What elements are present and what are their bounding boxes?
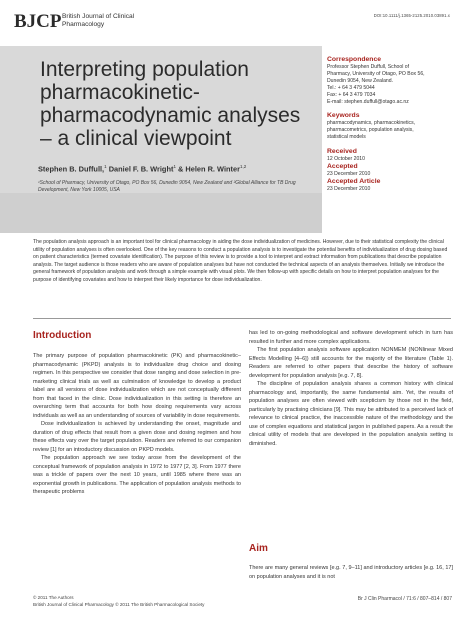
accepted-article-heading: Accepted Article <box>327 177 381 185</box>
introduction-heading: Introduction <box>33 330 92 341</box>
keywords-line: statistical models <box>327 134 366 141</box>
paragraph: has led to on-going methodological and software development which in turn has resulted in further and more complex applications. <box>249 330 453 345</box>
author-name: Daniel F. B. Wright <box>108 164 174 174</box>
aim-text <box>249 564 453 581</box>
keywords-line: pharmacometrics, population analysis, <box>327 127 414 134</box>
logo-text: BJCP <box>14 11 62 32</box>
correspondence-line: Fax: + 64 3 479 7034 <box>327 91 376 98</box>
divider <box>33 318 451 319</box>
left-column <box>33 352 241 497</box>
journal-copyright-line: British Journal of Clinical Pharmacology © 2011 The British Pharmacological Society <box>33 602 205 607</box>
abstract: The population analysis approach is an important tool for clinical pharmacology in aiding the dose individualization of medicines. However, due to their statistical complexity the clinical utility of population analyses is often overlooked. One of the key reasons to conduct a population analysis is to investigate the potential benefits of individualization of drug dosing based on patient characteristics (termed covariate identification). The purpose of this review is to provide a tool to interpret and extract information from publications that describe population analysis. The target audience is those readers who are aware of population analyses but have not conducted the technical aspects of an analysis themselves. Initially we introduce the general framework of population analysis and work through a simple example with visual plots. We then follow-up with specific details on how to interpret population analyses for the purpose of identifying covariates and how to interpret their likely importance for dose individualization. <box>33 239 448 283</box>
author-name: Stephen B. Duffull, <box>38 164 105 174</box>
author-affiliation-mark: 1 <box>104 164 107 169</box>
journal-name: British Journal of Clinical Pharmacology <box>62 13 135 28</box>
paragraph: Dose individualization is achieved by understanding the onset, magnitude and duration of drug effects that result from a given dose and dosing regimen and how these effects vary over the target population. Readers are referred to our companion review [1] for an introductory discussion on PKPD models. <box>33 421 241 453</box>
paragraph: The primary purpose of population pharmacokinetic (PK) and pharmacokinetic–pharmacodynamic (PKPD) analysis is to individualize drug choice and dosing regimen. In this perspective we consider that dose ranging and dose selection in pre-marketing clinical trials as well as culmination of knowledge to develop a product label are all versions of dose individualization which are not conceptually different from that faced in the clinic. Dose individualization in this setting is therefore an overarching term that accounts for both how dosing requirements vary across individuals as well as an understanding of sources of variability in dose requirements. <box>33 353 241 419</box>
article-title: Interpreting population pharmacokinetic-pharmacodynamic analyses – a clinical viewpoint <box>40 58 301 150</box>
affiliations: ¹School of Pharmacy, University of Otago, PO Box 56, Dunedin 9054, New Zealand and ²Global Alliance for TB Drug Development, New York 10005, USA <box>38 180 296 193</box>
right-column <box>249 329 453 448</box>
author-affiliation-mark: 1 <box>173 164 176 169</box>
article-info-sidebar <box>327 56 467 193</box>
copyright-line: © 2011 The Authors <box>33 595 74 600</box>
footer-citation: Br J Clin Pharmacol / 71:6 / 807–814 / 807 <box>357 596 452 602</box>
aim-heading: Aim <box>249 543 268 554</box>
footer-copyright <box>33 594 204 608</box>
accepted-date: 23 December 2010 <box>327 171 371 178</box>
correspondence-line: Professor Stephen Duffull, School of <box>327 64 410 70</box>
received-heading: Received <box>327 148 357 156</box>
author-affiliation-mark: 1,2 <box>239 164 247 169</box>
accepted-article-date: 23 December 2010 <box>327 185 371 192</box>
keywords-line: pharmacodynamics, pharmacokinetics, <box>327 120 416 127</box>
paragraph: The discipline of population analysis shares a common history with clinical pharmacology and, importantly, the same fundamental aim. Yet, the results of population analyses are often viewed with scepticism by those not in the field, particularly by practising clinicians [9]. This may be attributed to a perceived lack of relevance to clinical practice, the inaccessible nature of the methodology and the use of complex equations and statistical jargon in published papers. As a result the clinical utility of models that are developed in the population analysis setting is diminished. <box>249 381 453 447</box>
correspondence-line: Dunedin 9054, New Zealand. <box>327 77 393 84</box>
paragraph: The first population analysis software application NONMEM (NONlinear Mixed Effects Modelling [4–6]) still accounts for the majority of the literature (Table 1). Readers are referred to other papers that describe the history of software development for population analysis [e.g. 7, 8]. <box>249 347 453 379</box>
authors <box>38 164 246 173</box>
accepted-heading: Accepted <box>327 163 358 171</box>
paragraph: There are many general reviews [e.g. 7, 9–11] and introductory articles [e.g. 16, 17] on population analyses and it is not <box>249 565 453 580</box>
doi: DOI:10.1111/j.1365-2125.2010.03891.x <box>373 13 450 18</box>
paragraph: The population approach we see today arose from the development of the conceptual framework of population analysis in 1972 to 1977 [2, 3]. From 1977 there was a trickle of papers over the next 10 years, until 1985 where there was an exponential growth in publications. The application of population analysis methods to therapeutic problems <box>33 455 241 495</box>
journal-logo <box>14 10 62 32</box>
correspondence-line: Tel.: + 64 3 479 5044 <box>327 84 375 91</box>
correspondence-email: E-mail: stephen.duffull@otago.ac.nz <box>327 98 409 105</box>
received-date: 12 October 2010 <box>327 156 365 163</box>
keywords-heading: Keywords <box>327 112 360 120</box>
correspondence-heading: Correspondence <box>327 56 382 63</box>
correspondence-line: Pharmacy, University of Otago, PO Box 56, <box>327 70 425 77</box>
author-name: & Helen R. Winter <box>178 164 240 174</box>
